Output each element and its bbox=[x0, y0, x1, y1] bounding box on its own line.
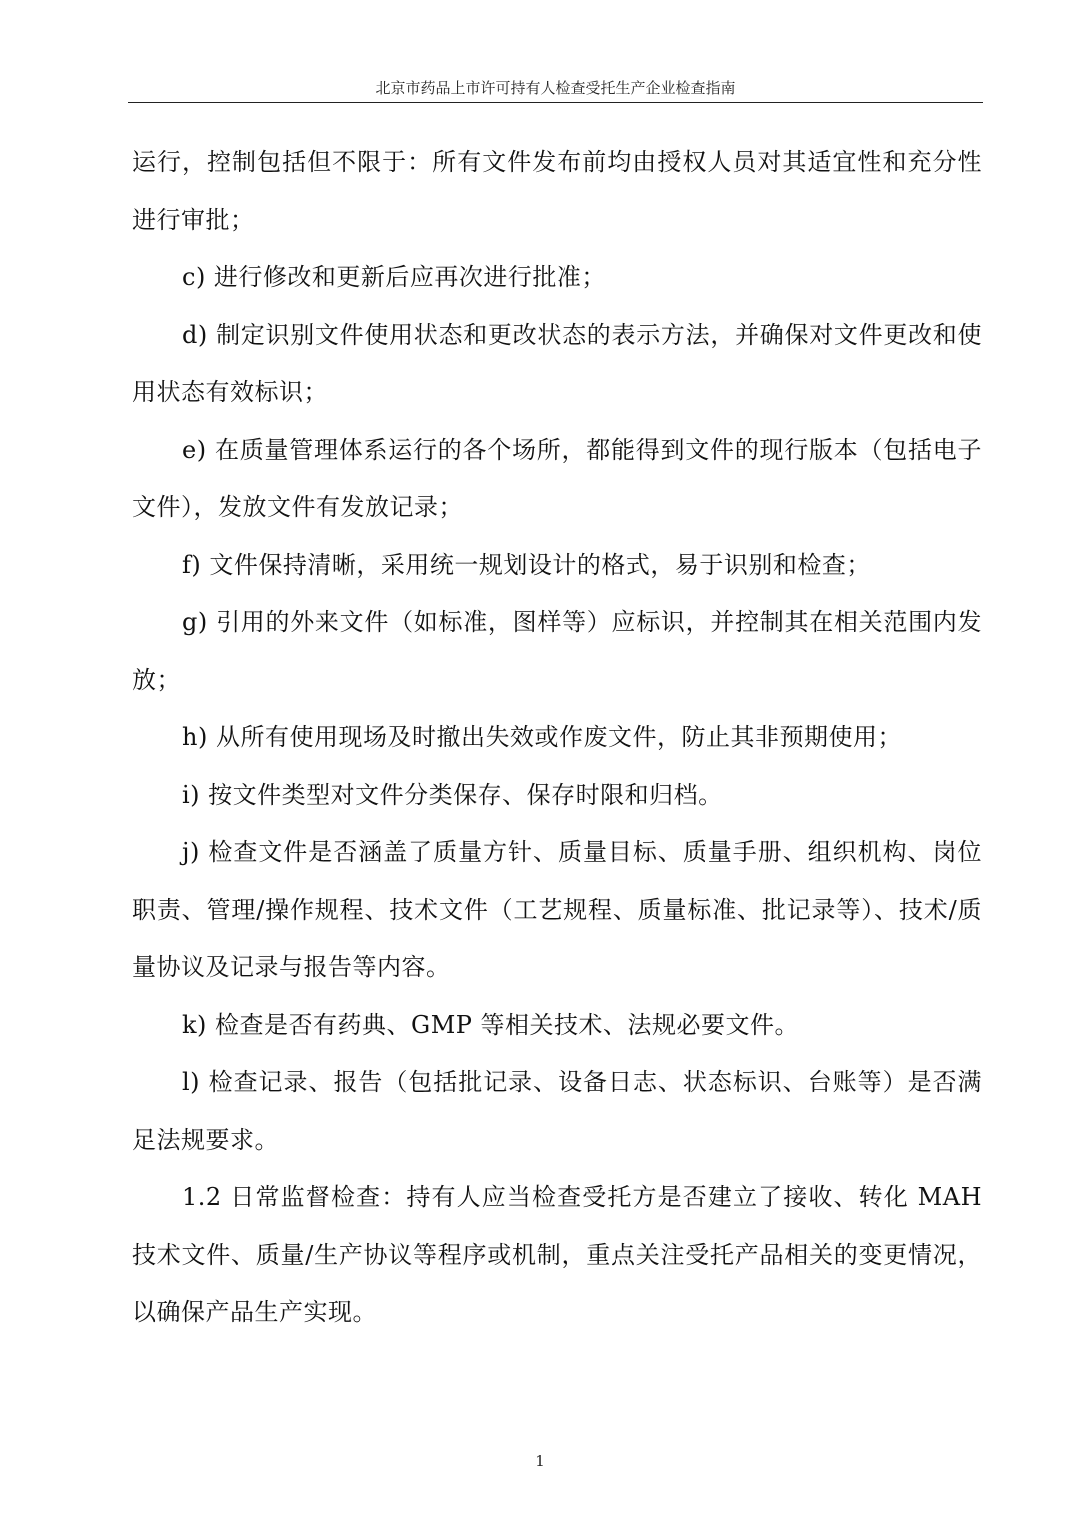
paragraph-item-d: d) 制定识别文件使用状态和更改状态的表示方法，并确保对文件更改和使用状态有效标识； bbox=[132, 320, 982, 406]
page-header bbox=[128, 78, 983, 103]
paragraph-item-l: l) 检查记录、报告（包括批记录、设备日志、状态标识、台账等）是否满足法规要求。 bbox=[132, 1068, 982, 1154]
document-body bbox=[132, 134, 982, 1342]
paragraph-item-c: c) 进行修改和更新后应再次进行批准； bbox=[182, 263, 606, 291]
paragraph-item-h: h) 从所有使用现场及时撤出失效或作废文件，防止其非预期使用； bbox=[182, 723, 902, 751]
paragraph-item-g: g) 引用的外来文件（如标准，图样等）应标识，并控制其在相关范围内发放； bbox=[132, 608, 982, 694]
paragraph-item-j: j) 检查文件是否涵盖了质量方针、质量目标、质量手册、组织机构、岗位职责、管理/操作规程、技术文件（工艺规程、质量标准、批记录等）、技术/质量协议及记录与报告等内容。 bbox=[132, 838, 982, 981]
page-number: 1 bbox=[535, 1452, 545, 1470]
paragraph-item-i: i) 按文件类型对文件分类保存、保存时限和归档。 bbox=[182, 780, 723, 809]
paragraph-item-f: f) 文件保持清晰，采用统一规划设计的格式，易于识别和检查； bbox=[182, 550, 871, 579]
header-title: 北京市药品上市许可持有人检查受托生产企业检查指南 bbox=[375, 79, 736, 97]
paragraph-section-1-2: 1.2 日常监督检查：持有人应当检查受托方是否建立了接收、转化 MAH 技术文件、质量/生产协议等程序或机制，重点关注受托产品相关的变更情况，以确保产品生产实现。 bbox=[132, 1183, 982, 1326]
paragraph-approval: 运行，控制包括但不限于：所有文件发布前均由授权人员对其适宜性和充分性进行审批； bbox=[132, 148, 982, 234]
paragraph-item-k: k) 检查是否有药典、GMP 等相关技术、法规必要文件。 bbox=[182, 1010, 800, 1039]
paragraph-item-e: e) 在质量管理体系运行的各个场所，都能得到文件的现行版本（包括电子文件），发放文件有发放记录； bbox=[132, 435, 982, 521]
